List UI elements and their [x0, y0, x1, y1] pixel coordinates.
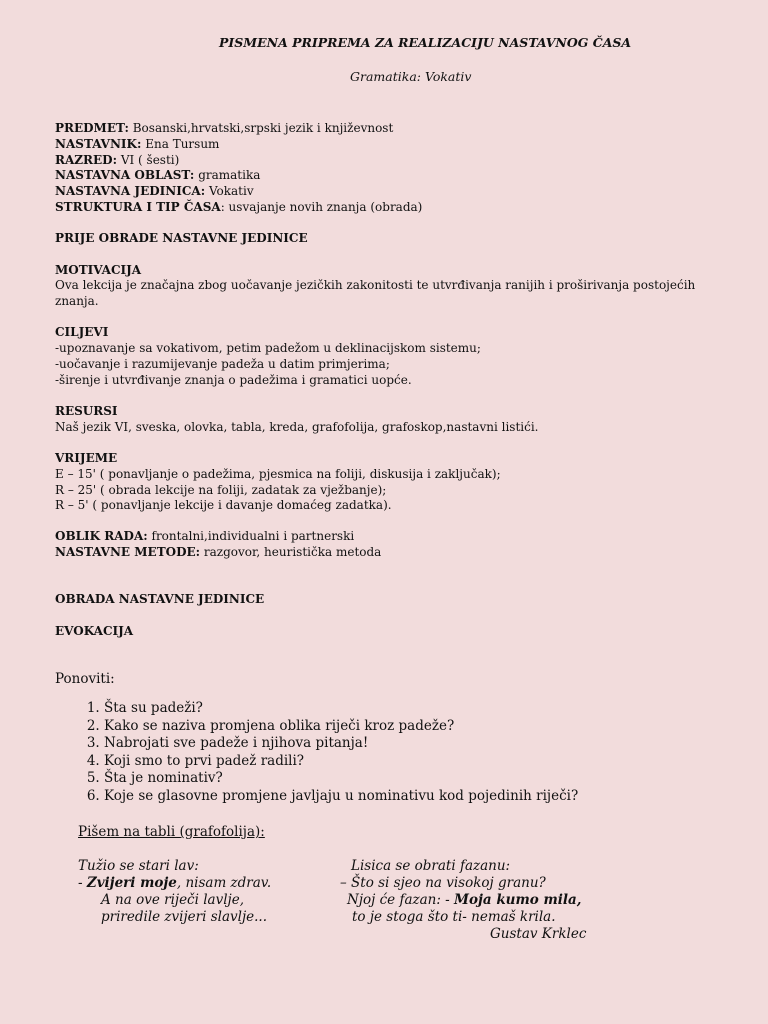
questions-list: [80, 700, 704, 805]
nastavne-metode: NASTAVNE METODE: razgovor, heuristička metoda: [55, 545, 382, 559]
document-subtitle: Gramatika: Vokativ: [350, 69, 472, 84]
info-oblast: NASTAVNA OBLAST: gramatika: [55, 168, 261, 182]
vrijeme-heading: VRIJEME: [55, 451, 118, 465]
poem-author: Gustav Krklec: [490, 926, 587, 942]
info-nastavnik: NASTAVNIK: Ena Tursum: [55, 137, 220, 151]
list-item: 2. Kako se naziva promjena oblika riječi kroz padeže?: [104, 718, 704, 736]
section-before: PRIJE OBRADE NASTAVNE JEDINICE: [55, 231, 308, 245]
poem-right-line-2: – Što si sjeo na visokoj granu?: [340, 875, 546, 891]
vrijeme-line-1: E – 15' ( ponavljanje o padežima, pjesmica na foliji, diskusija i zaključak);: [55, 467, 501, 481]
ciljevi-line-1: -upoznavanje sa vokativom, petim padežom u deklinacijskom sistemu;: [55, 341, 481, 355]
list-item: 1. Šta su padeži?: [104, 700, 704, 718]
vrijeme-line-3: R – 5' ( ponavljanje lekcije i davanje domaćeg zadatka).: [55, 498, 392, 512]
ciljevi-line-3: -širenje i utvrđivanje znanja o padežima i gramatici uopće.: [55, 373, 412, 387]
list-item: 3. Nabrojati sve padeže i njihova pitanja!: [104, 735, 704, 753]
motivacija-line-2: znanja.: [55, 294, 99, 308]
section-evokacija: EVOKACIJA: [55, 624, 134, 638]
ponoviti-label: Ponoviti:: [55, 671, 115, 687]
resursi-heading: RESURSI: [55, 404, 118, 418]
list-item: 5. Šta je nominativ?: [104, 770, 704, 788]
poem-right-line-1: Lisica se obrati fazanu:: [351, 858, 511, 874]
section-obrada: OBRADA NASTAVNE JEDINICE: [55, 592, 265, 606]
motivacija-heading: MOTIVACIJA: [55, 263, 142, 277]
tabla-label: Pišem na tabli (grafofolija):: [78, 824, 265, 840]
poem-right-line-3: Njoj će fazan: - Moja kumo mila,: [347, 892, 582, 908]
resursi-line-1: Naš jezik VI, sveska, olovka, tabla, kreda, grafofolija, grafoskop,nastavni listići.: [55, 420, 539, 434]
ciljevi-heading: CILJEVI: [55, 325, 109, 339]
motivacija-line-1: Ova lekcija je značajna zbog uočavanje jezičkih zakonitosti te utvrđivanja ranijih i proširivanja postojećih: [55, 278, 696, 292]
document-title: PISMENA PRIPREMA ZA REALIZACIJU NASTAVNOG ČASA: [219, 35, 632, 50]
info-razred: RAZRED: VI ( šesti): [55, 153, 180, 167]
poem-right-line-4: to je stoga što ti- nemaš krila.: [352, 909, 556, 925]
poem-left-line-1: Tužio se stari lav:: [78, 858, 199, 874]
list-item: 4. Koji smo to prvi padež radili?: [104, 753, 704, 771]
poem-left-line-3: A na ove riječi lavlje,: [101, 892, 245, 908]
vrijeme-line-2: R – 25' ( obrada lekcije na foliji, zadatak za vježbanje);: [55, 483, 387, 497]
info-jedinica: NASTAVNA JEDINICA: Vokativ: [55, 184, 254, 198]
oblik-rada: OBLIK RADA: frontalni,individualni i partnerski: [55, 529, 355, 543]
info-struktura: STRUKTURA I TIP ČASA: usvajanje novih znanja (obrada): [55, 200, 423, 214]
ciljevi-line-2: -uočavanje i razumijevanje padeža u datim primjerima;: [55, 357, 390, 371]
info-predmet: PREDMET: Bosanski,hrvatski,srpski jezik i književnost: [55, 121, 394, 135]
poem-left-line-2: - Zvijeri moje, nisam zdrav.: [78, 875, 272, 891]
poem-left-line-4: priredile zvijeri slavlje...: [101, 909, 267, 925]
list-item: 6. Koje se glasovne promjene javljaju u nominativu kod pojedinih riječi?: [104, 788, 704, 806]
